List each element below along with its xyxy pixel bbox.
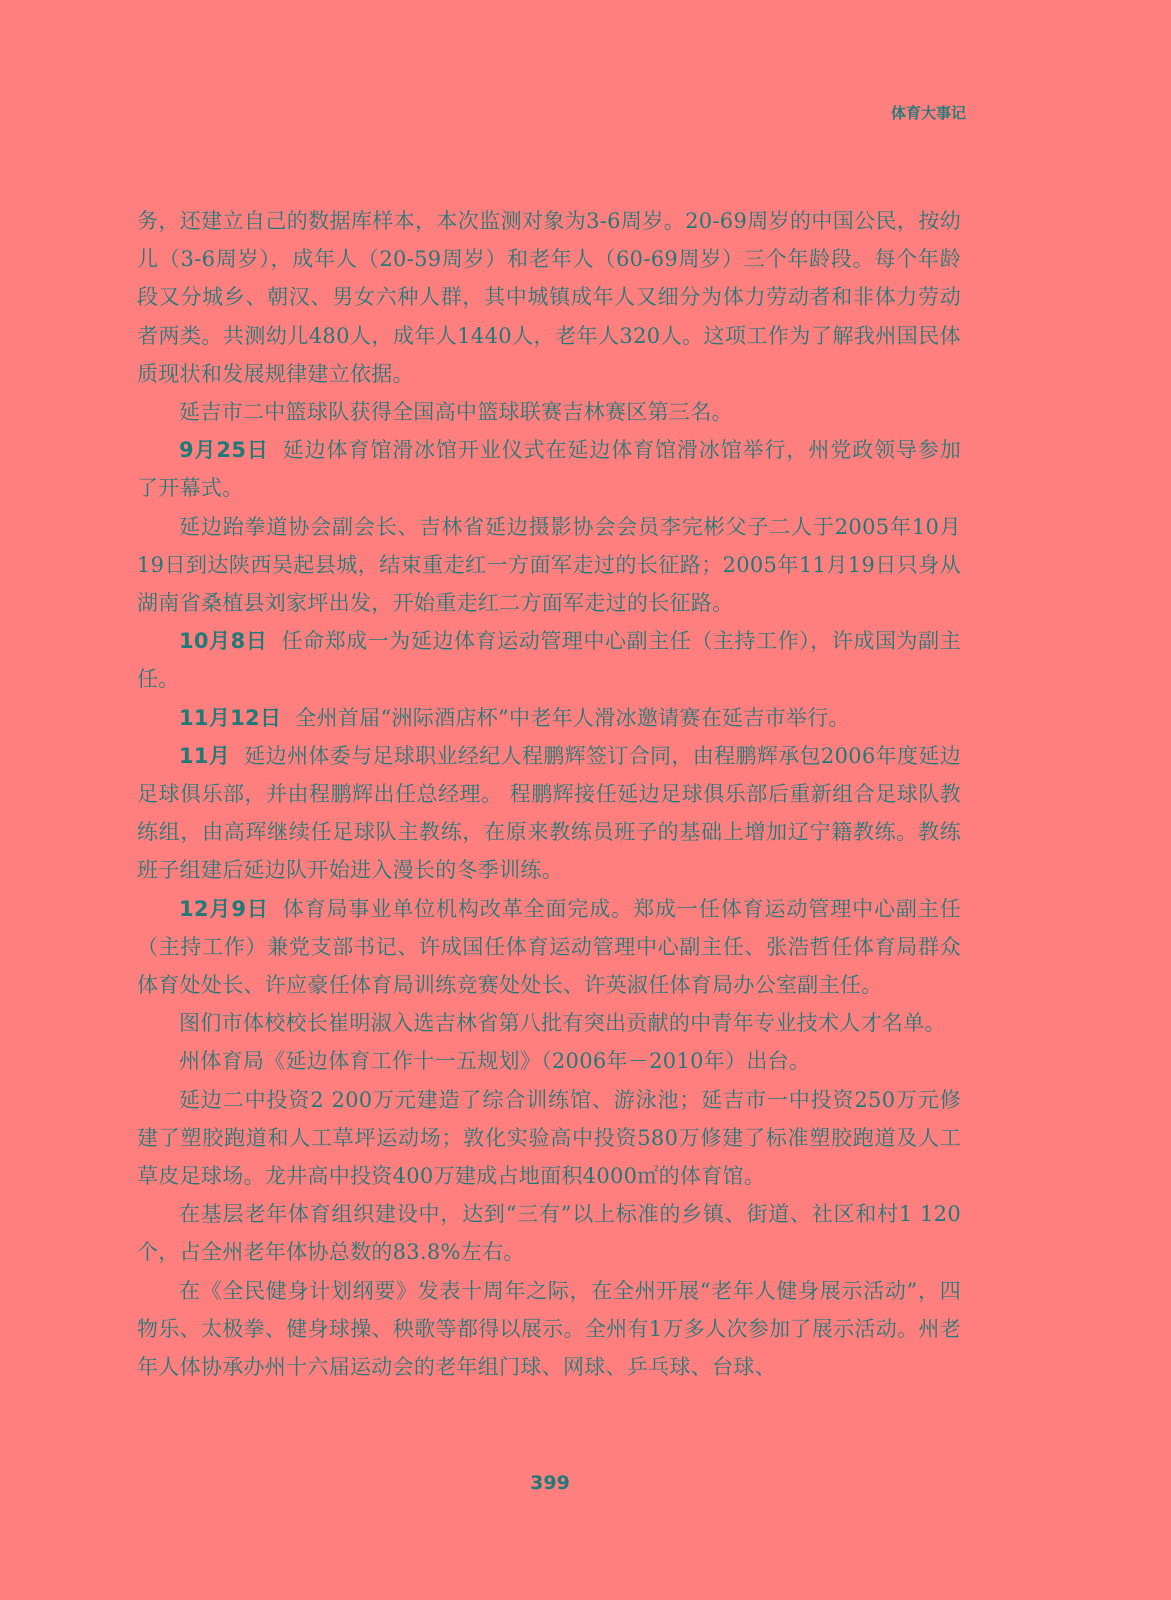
paragraph xyxy=(137,1195,961,1271)
paragraph-text: 体育局事业单位机构改革全面完成。郑成一任体育运动管理中心副主任（主持工作）兼党支部书记、许成国任体育运动管理中心副主任、张浩哲任体育局群众体育处处长、许应豪任体育局训练竞赛处处长、许英淑任体育局办公室副主任。 xyxy=(137,896,961,998)
paragraph-text: 延吉市二中篮球队获得全国高中篮球联赛吉林赛区第三名。 xyxy=(179,400,733,425)
paragraph-text: 在《全民健身计划纲要》发表十周年之际，在全州开展“老年人健身展示活动”，四物乐、太极拳、健身球操、秧歌等都得以展示。全州有1万多人次参加了展示活动。州老年人体协承办州十六届运动会的老年组门球、网球、乒乓球、台球、 xyxy=(137,1278,961,1380)
running-header: 体育大事记 xyxy=(890,104,966,122)
page-number: 399 xyxy=(530,1472,570,1494)
paragraph xyxy=(137,431,961,507)
paragraph xyxy=(137,1081,961,1196)
entry-date: 10月8日 xyxy=(179,629,268,654)
paragraph xyxy=(137,393,961,431)
paragraph xyxy=(137,202,961,393)
body-text xyxy=(137,202,961,1386)
paragraph xyxy=(137,1042,961,1080)
paragraph-text: 全州首届“洲际酒店杯”中老年人滑冰邀请赛在延吉市举行。 xyxy=(295,705,850,730)
paragraph xyxy=(137,699,961,737)
paragraph xyxy=(137,737,961,890)
entry-date: 11月 xyxy=(179,743,231,768)
paragraph-text: 务，还建立自己的数据库样本，本次监测对象为3-6周岁。20-69周岁的中国公民，按幼儿（3-6周岁），成年人（20-59周岁）和老年人（60-69周岁）三个年龄段。每个年龄段又分城乡、朝汉、男女六种人群，其中城镇成年人又细分为体力劳动者和非体力劳动者两类。共测幼儿480人，成年人1440人，老年人320人。这项工作为了解我州国民体质现状和发展规律建立依据。 xyxy=(137,209,961,386)
paragraph xyxy=(137,622,961,698)
entry-date: 12月9日 xyxy=(179,896,269,921)
paragraph-text: 任命郑成一为延边体育运动管理中心副主任（主持工作），许成国为副主任。 xyxy=(137,629,961,692)
paragraph-text: 州体育局《延边体育工作十一五规划》（2006年－2010年）出台。 xyxy=(179,1049,811,1074)
paragraph-text: 延边体育馆滑冰馆开业仪式在延边体育馆滑冰馆举行，州党政领导参加了开幕式。 xyxy=(137,438,961,501)
paragraph xyxy=(137,508,961,623)
paragraph xyxy=(137,1272,961,1387)
paragraph-text: 延边州体委与足球职业经纪人程鹏辉签订合同，由程鹏辉承包2006年度延边足球俱乐部，并由程鹏辉出任总经理。 程鹏辉接任延边足球俱乐部后重新组合足球队教练组，由高珲继续任足球队主教练，在原来教练员班子的基础上增加辽宁籍教练。教练班子组建后延边队开始进入漫长的冬季训练。 xyxy=(137,743,961,883)
paragraph-text: 图们市体校校长崔明淑入选吉林省第八批有突出贡献的中青年专业技术人才名单。 xyxy=(179,1011,946,1036)
paragraph-text: 延边二中投资2 200万元建造了综合训练馆、游泳池；延吉市一中投资250万元修建了塑胶跑道和人工草坪运动场；敦化实验高中投资580万修建了标准塑胶跑道及人工草皮足球场。龙井高中投资400万建成占地面积4000㎡的体育馆。 xyxy=(137,1087,961,1189)
entry-date: 11月12日 xyxy=(179,705,282,730)
paragraph-text: 延边跆拳道协会副会长、吉林省延边摄影协会会员李完彬父子二人于2005年10月19日到达陕西吴起县城，结束重走红一方面军走过的长征路；2005年11月19日只身从湖南省桑植县刘家坪出发，开始重走红二方面军走过的长征路。 xyxy=(137,514,961,616)
entry-date: 9月25日 xyxy=(179,438,269,463)
paragraph-text: 在基层老年体育组织建设中，达到“三有”以上标准的乡镇、街道、社区和村1 120个，占全州老年体协总数的83.8%左右。 xyxy=(137,1202,961,1265)
paragraph xyxy=(137,890,961,1005)
paragraph xyxy=(137,1004,961,1042)
